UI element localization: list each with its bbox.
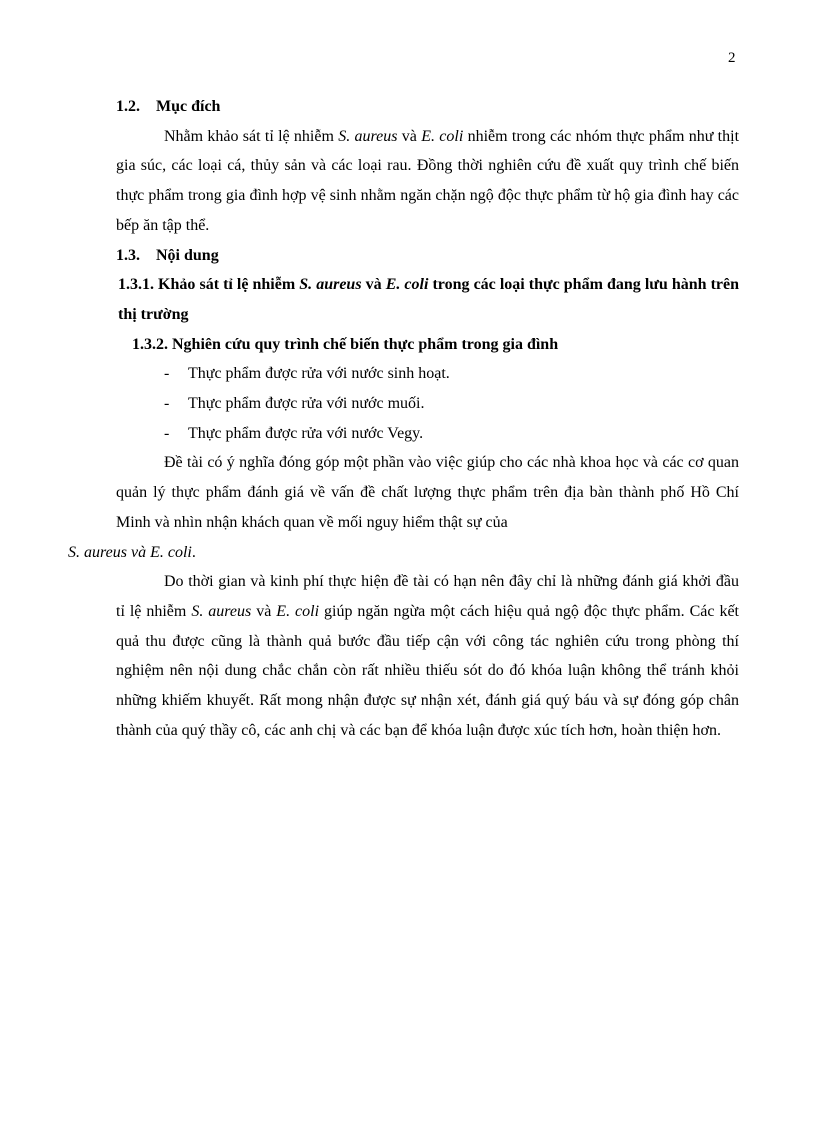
text-run: 1.3.1. Khảo sát tỉ lệ nhiễm — [118, 276, 300, 294]
subsection-heading-1-3-2: 1.3.2. Nghiên cứu quy trình chế biến thực phẩm trong gia đình — [132, 335, 559, 353]
list-item — [116, 419, 739, 449]
species-name: S. aureus và E. coli — [68, 543, 192, 561]
dash-bullet: - — [164, 424, 170, 442]
species-name: S. aureus — [338, 127, 398, 145]
limitations-paragraph — [116, 567, 739, 745]
section-number: 1.3. — [116, 246, 140, 264]
text-run: và — [397, 127, 422, 145]
method-list — [116, 359, 739, 448]
section-heading-1-3 — [116, 241, 739, 271]
species-name: S. aureus — [299, 276, 362, 294]
species-name: E. coli — [421, 127, 464, 145]
text-run: và — [251, 602, 277, 620]
section-heading-1-2 — [116, 92, 739, 122]
section-title: Mục đích — [156, 98, 221, 115]
text-run: và — [361, 276, 386, 294]
text-run: Do thời gian và kinh phí thực hiện đề tài có hạn nên đây chỉ là những đánh giá khởi đầu tỉ lệ nhiễm — [116, 573, 739, 620]
subsection-heading-1-3-1 — [116, 270, 739, 329]
list-item — [116, 359, 739, 389]
list-item — [116, 389, 739, 419]
section-title: Nội dung — [156, 246, 219, 264]
section-number: 1.2. — [116, 98, 140, 115]
list-item-text: Thực phẩm được rửa với nước sinh hoạt. — [188, 365, 450, 383]
dash-bullet: - — [164, 395, 170, 413]
dash-bullet: - — [164, 365, 170, 383]
text-run: Đề tài có ý nghĩa đóng góp một phần vào việc giúp cho các nhà khoa học và các cơ quan quản lý thực phẩm đánh giá về vấn đề chất lượng thực phẩm trên địa bàn thành phố Hồ Chí Minh và nhìn nhận khách quan về mối nguy hiểm thật sự của — [116, 454, 739, 531]
purpose-paragraph — [116, 122, 739, 241]
page-number: 2 — [728, 50, 736, 66]
meaning-paragraph — [68, 448, 739, 567]
list-item-text: Thực phẩm được rửa với nước Vegy. — [188, 424, 424, 442]
species-name: S. aureus — [191, 602, 252, 620]
text-run: . — [191, 543, 196, 561]
list-item-text: Thực phẩm được rửa với nước muối. — [188, 395, 425, 413]
document-body — [68, 92, 740, 745]
text-run: trong các loại thực phẩm đang lưu hành trên thị trường — [118, 276, 740, 323]
text-run: giúp ngăn ngừa một cách hiệu quả ngộ độc thực phẩm. Các kết quả thu được cũng là thành quả bước đầu tiếp cận với công tác nghiên cứu trong phòng thí nghiệm nên nội dung chắc chắn còn rất nhiều thiếu sót do đó khóa luận không thể tránh khỏi những khiếm khuyết. Rất mong nhận được sự nhận xét, đánh giá quý báu và sự đóng góp chân thành của quý thầy cô, các anh chị và các bạn để khóa luận được xúc tích hơn, hoàn thiện hơn. — [116, 602, 740, 739]
text-run: Nhằm khảo sát tỉ lệ nhiễm — [164, 127, 339, 145]
species-name: E. coli — [276, 602, 320, 620]
species-name: E. coli — [385, 276, 429, 294]
text-run: nhiễm trong các nhóm thực phẩm như thịt gia súc, các loại cá, thủy sản và các loại rau. Đồng thời nghiên cứu đề xuất quy trình chế biến thực phẩm trong gia đình hợp vệ sinh nhằm ngăn chặn ngộ độc thực phẩm từ hộ gia đình hay các bếp ăn tập thể. — [116, 127, 740, 234]
